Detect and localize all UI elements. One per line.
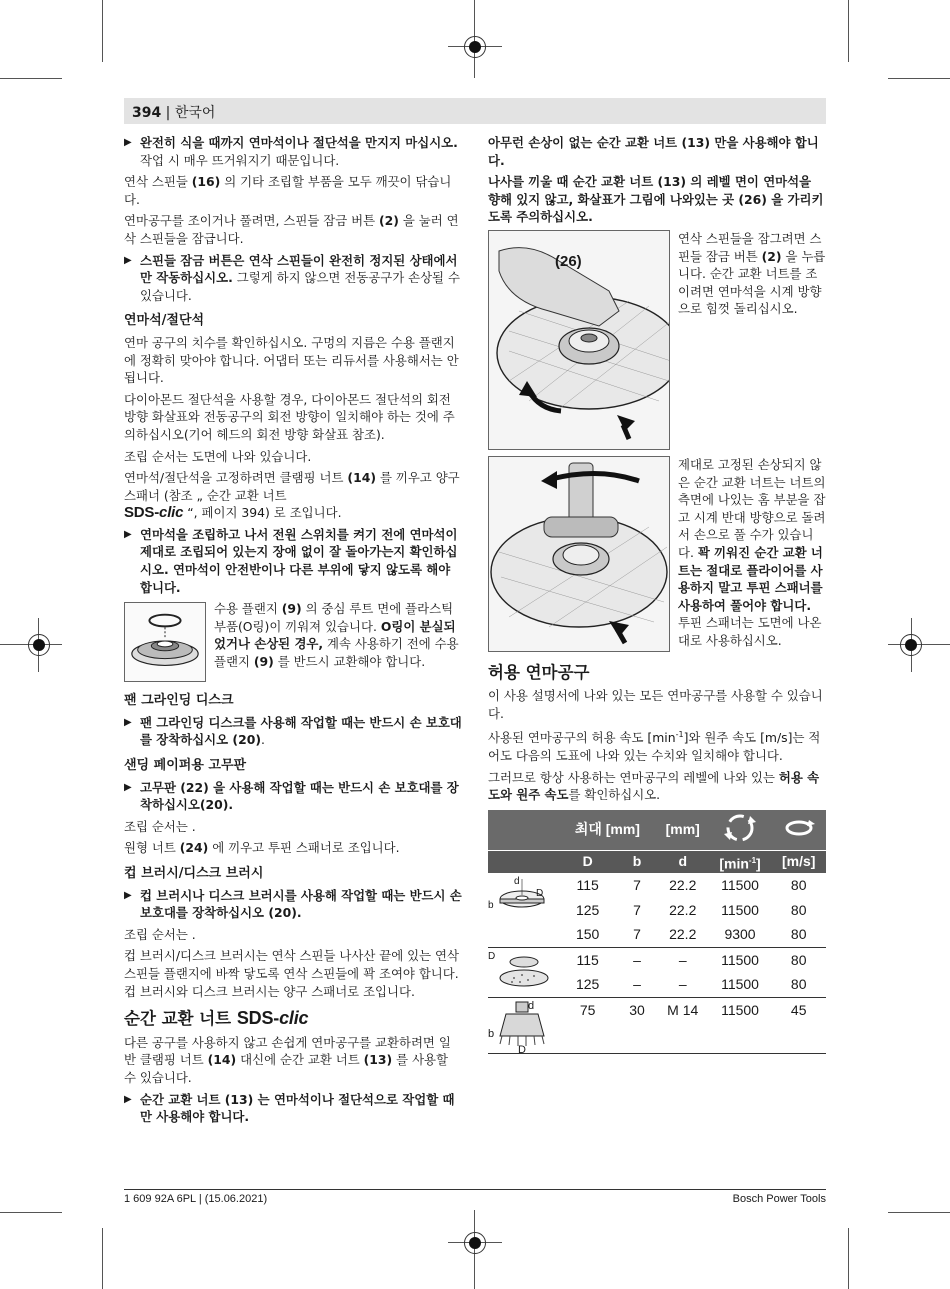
col-D: D [558, 851, 617, 873]
table-cell: 22.2 [669, 876, 697, 893]
label-b: b [488, 899, 494, 911]
table-cell: 9300 [724, 926, 756, 943]
warning-cup-brush: ▶ 컵 브러시나 디스크 브러시를 사용해 작업할 때는 반드시 손 보호대를 장착하십시오 (20). [124, 887, 462, 922]
paragraph-spindle-lock: 연마공구를 조이거나 풀려면, 스핀들 잠금 버튼 (2) 을 눌러 연삭 스핀들을 잠급니다. [124, 213, 459, 246]
paragraph-loosen-instructions: 제대로 고정된 손상되지 않은 순간 교환 너트는 너트의 측면에 나있는 홈 부분을 잡고 시계 반대 방향으로 돌려서 손으로 풀 수가 있습니다. 꽉 끼워진 순간 교환 너트는 절대로 플라이어를 사용하지 말고 투핀 스패너를 사용하여 풀어야 합니다. 투핀 스패너는 도면에 나온 대로 사용하십시오. [678, 456, 826, 648]
table-cell: 11500 [709, 948, 772, 973]
table-header-row [488, 810, 826, 851]
paragraph-assembly-order: 조립 순서는 도면에 나와 있습니다. [124, 448, 312, 464]
warning-quick-nut: ▶ 순간 교환 너트 (13) 는 연마석이나 절단석으로 작업할 때만 사용해야 합니다. [124, 1091, 462, 1126]
header-mm: [mm] [657, 810, 709, 851]
table-cell: 7 [633, 901, 641, 918]
table-cell: – [617, 948, 657, 973]
label-D: D [518, 1044, 526, 1057]
paragraph-check-label: 그러므로 항상 사용하는 연마공구의 레벨에 나와 있는 허용 속도와 원주 속도를 확인하십시오. [488, 769, 820, 803]
label-d: d [528, 1000, 535, 1013]
table-cell: 115 [576, 876, 599, 893]
registration-mark-top [464, 36, 486, 58]
paragraph-speed-requirements: 사용된 연마공구의 허용 속도 $[\min^{-1}]$와 원주 속도 [m/s]는 적어도 다음의 도표에 나와 있는 수치와 일치해야 합니다. [488, 730, 821, 763]
figure-callout-26: (26) [555, 252, 582, 270]
table-cell: M 14 [657, 998, 709, 1054]
warning-check-disc: ▶ 연마석을 조립하고 나서 전원 스위치를 켜기 전에 연마석이 제대로 조립되어 있는지 장애 없이 잘 돌아가는지 확인하십시오. 연마석이 안전반이나 다른 부위에 닿지 않도록 해야 합니다. [124, 526, 462, 596]
trim-mark-tl [0, 78, 62, 79]
sanding-pad-icon [492, 950, 552, 994]
footer-divider [124, 1189, 826, 1190]
table-cell: 22.2 [669, 901, 697, 918]
table-cell: 11500 [721, 876, 759, 893]
warning-fan-disc: ▶ 팬 그라인딩 디스크를 사용해 작업할 때는 반드시 손 보호대를 장착하십시오 (20). [124, 714, 462, 749]
sanding-pad-image [488, 948, 558, 998]
warning-hot-disc: ▶ 완전히 식을 때까지 연마석이나 절단석을 만지지 마십시오. 작업 시 매우 뜨거워지기 때문입니다. [124, 134, 462, 169]
heading-grinding-disc: 연마석/절단석 [124, 313, 205, 329]
cup-brush-image [488, 998, 558, 1057]
paragraph-clamping-nut: 연마석/절단석을 고정하려면 클램핑 너트 (14) 를 끼우고 양구 스패너 (참조 „ 순간 교환 너트 SDS-clic “, 페이지 394) 로 조입니다. [124, 470, 460, 522]
trim-mark-tr [888, 78, 950, 79]
figure-tighten-nut [488, 230, 670, 450]
oring-section [124, 600, 462, 684]
page-header [132, 102, 215, 122]
header-max-mm: 최대 [mm] [558, 810, 657, 851]
oring-flange-illustration [124, 602, 206, 682]
footer-brand: Bosch Power Tools [732, 1193, 826, 1205]
table-cell: 75 [558, 998, 617, 1054]
registration-mark-right [900, 634, 922, 656]
paragraph-brush-order: 조립 순서는 . [124, 926, 196, 942]
table-cell: 11500 [721, 901, 759, 918]
table-row [488, 998, 826, 1054]
table-cell: 80 [771, 948, 826, 973]
page-number: 394 [132, 105, 162, 121]
sds-clic-logo: SDS-clic [124, 504, 184, 522]
table-cell: 11500 [709, 998, 772, 1054]
grinding-disc-image [488, 873, 558, 948]
paragraph-dimensions: 연마 공구의 치수를 확인하십시오. 구멍의 지름은 수용 플랜지에 정확히 맞아야 합니다. 어댑터 또는 리듀서를 사용해서는 안 됩니다. [124, 334, 459, 386]
loosen-nut-illustration [489, 457, 670, 652]
figure-row-tighten [488, 230, 826, 450]
col-min: $[\min^{-1}]$ [709, 851, 772, 873]
figure-loosen-nut [488, 456, 670, 652]
figure-row-loosen [488, 456, 826, 654]
paragraph-round-nut: 원형 너트 (24) 에 끼우고 투핀 스패너로 조입니다. [124, 840, 400, 856]
left-column [124, 134, 462, 1130]
label-D: D [488, 951, 496, 963]
warning-rubber-pad: ▶ 고무판 (22) 을 사용해 작업할 때는 반드시 손 보호대를 장착하십시오(20). [124, 779, 462, 814]
paragraph-diamond: 다이아몬드 절단석을 사용할 경우, 다이아몬드 절단석의 회전 방향 화살표와 전동공구의 회전 방향이 일치해야 하는 것에 주의하십시오(기어 헤드의 회전 방향 화살표 참조). [124, 391, 455, 442]
trim-mark-bl [0, 1212, 62, 1213]
col-ms: [m/s] [771, 851, 826, 873]
table-cell: 11500 [721, 976, 759, 993]
header-peripheral-icon [771, 810, 826, 851]
paragraph-quick-nut: 다른 공구를 사용하지 않고 손쉽게 연마공구를 교환하려면 일반 클램핑 너트 (14) 대신에 순간 교환 너트 (13) 를 사용할 수 있습니다. [124, 1034, 451, 1085]
paragraph-nut-orientation: 나사를 끼울 때 순간 교환 너트 (13) 의 레벨 면이 연마석을 향해 있지 않고, 화살표가 그림에 나와있는 곳 (26) 을 가리키도록 주의하십시오. [488, 174, 824, 225]
right-column [488, 134, 826, 1057]
paragraph-tighten-instructions: 연삭 스핀들을 잠그려면 스핀들 잠금 버튼 (2) 을 누릅니다. 순간 교환 너트를 조이려면 연마석을 시계 방향으로 힘껏 돌리십시오. [678, 230, 826, 317]
trim-mark-br [888, 1212, 950, 1213]
table-cell: 80 [790, 976, 807, 993]
registration-mark-bottom [464, 1232, 486, 1254]
paragraph-all-tools: 이 사용 설명서에 나와 있는 모든 연마공구를 사용할 수 있습니다. [488, 688, 823, 721]
heading-sanding-pad: 샌딩 페이퍼용 고무판 [124, 758, 247, 774]
header-separator: | [161, 105, 175, 121]
heading-quick-nut: 순간 교환 너트 SDS-clic [124, 1008, 309, 1029]
header-rotation-icon [709, 810, 772, 851]
table-units-row [488, 851, 826, 873]
trim-mark-tl-v [102, 0, 103, 62]
rotation-speed-icon [720, 810, 760, 846]
paragraph-clean-spindle: 연삭 스핀들 (16) 의 기타 조립할 부품을 모두 깨끗이 닦습니다. [124, 174, 452, 207]
warning-spindle-lock: ▶ 스핀들 잠금 버튼은 연삭 스핀들이 완전히 정지된 상태에서만 작동하십시오. 그렇게 하지 않으면 전동공구가 손상될 수 있습니다. [124, 252, 462, 305]
table-cell: 115 [558, 948, 617, 973]
header-language: 한국어 [174, 105, 216, 121]
trim-mark-tr-v [848, 0, 849, 62]
peripheral-speed-icon [781, 816, 817, 840]
paragraph-oring: 수용 플랜지 (9) 의 중심 루트 면에 플라스틱 부품(O링)이 끼워져 있습니다. O링이 분실되었거나 손상된 경우, 계속 사용하기 전에 수용 플랜지 (9) 를 반드시 교환해야 합니다. [214, 601, 459, 670]
footer-doc-id: 1 609 92A 6PL | (15.06.2021) [124, 1193, 268, 1205]
table-row [488, 948, 826, 973]
table-cell: 80 [790, 901, 807, 918]
table-cell: 125 [575, 976, 600, 993]
trim-mark-bl-v [102, 1228, 103, 1289]
paragraph-brush-mount: 컵 브러시/디스크 브러시는 연삭 스핀들 나사산 끝에 있는 연삭 스핀들 플랜지에 바짝 닿도록 연삭 스핀들에 꽉 조여야 합니다. 컵 브러시와 디스크 브러시는 양구 스패너로 조입니다. [124, 948, 459, 999]
table-cell: 7 [633, 876, 641, 893]
col-b: b [617, 851, 657, 873]
label-D: D [536, 887, 544, 899]
label-d: d [514, 875, 520, 887]
table-cell: 125 [575, 901, 600, 918]
page-header-bar [124, 98, 826, 124]
paragraph-undamaged-nut: 아무런 손상이 없는 순간 교환 너트 (13) 만을 사용해야 합니다. [488, 135, 819, 168]
table-cell: 30 [617, 998, 657, 1054]
table-cell: – [657, 948, 709, 973]
paragraph-sanding-order: 조립 순서는 . [124, 818, 196, 834]
table-row [488, 873, 826, 898]
table-cell: 150 [575, 926, 600, 943]
registration-mark-left [28, 634, 50, 656]
table-cell: – [633, 976, 641, 993]
table-cell: 80 [790, 876, 807, 893]
table-cell: 45 [771, 998, 826, 1054]
trim-mark-br-v [848, 1228, 849, 1289]
label-b: b [488, 1028, 495, 1041]
heading-allowed-tools: 허용 연마공구 [488, 662, 590, 682]
table-cell: 80 [790, 926, 807, 943]
table-cell: 22.2 [669, 926, 697, 943]
heading-fan-disc: 팬 그라인딩 디스크 [124, 693, 234, 709]
col-d: d [657, 851, 709, 873]
table-cell: – [678, 976, 687, 993]
heading-cup-brush: 컵 브러시/디스크 브러시 [124, 866, 264, 881]
table-cell: 7 [633, 926, 641, 943]
allowed-tools-table [488, 810, 826, 1055]
